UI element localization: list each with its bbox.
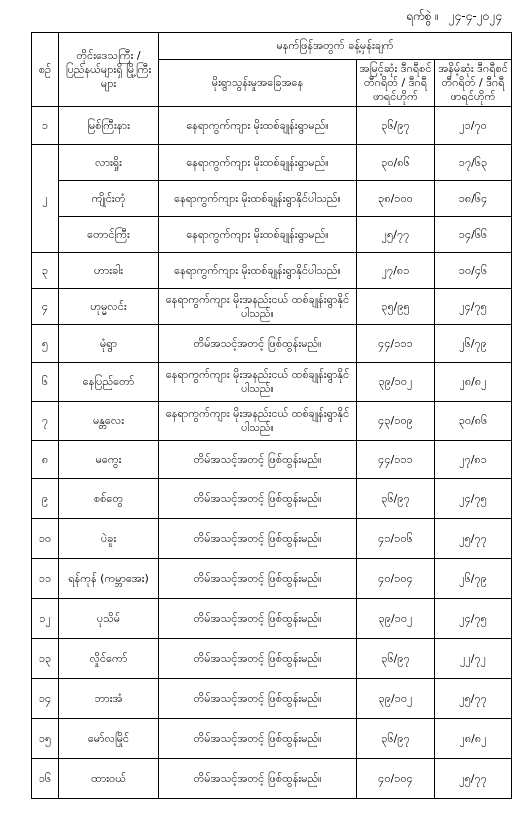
table-row xyxy=(32,145,512,181)
date-line xyxy=(400,8,502,26)
city-name: ဟုမ္မလင်း xyxy=(59,289,159,325)
low-temp: ၂၄/၇၅ xyxy=(435,599,512,639)
city-name: ပုသိမ် xyxy=(59,599,159,639)
row-number: ၁ xyxy=(32,107,59,145)
weather-condition: နေရာကွက်ကျား မိုးအနည်းငယ် ထစ်ချုန်းရွာနိုင်ပါသည်။ xyxy=(159,402,357,441)
city-name: လှိုင်ကော် xyxy=(59,639,159,679)
header-region: တိုင်းဒေသကြီး / ပြည်နယ်များရှိ မြို့ကြီးများ xyxy=(59,33,159,107)
low-temp: ၂၇/၈၁ xyxy=(435,441,512,479)
high-temp: ၄၄/၁၁၁ xyxy=(357,441,435,479)
high-temp: ၂၅/၇၇ xyxy=(357,217,435,253)
table-row xyxy=(32,289,512,325)
city-name: ဟားခါး xyxy=(59,253,159,289)
low-temp: ၂၈/၈၂ xyxy=(435,719,512,759)
low-temp: ၂၈/၈၂ xyxy=(435,363,512,402)
low-temp: ၂၄/၇၅ xyxy=(435,479,512,519)
high-temp: ၃၆/၉၇ xyxy=(357,107,435,145)
weather-condition: တိမ်အသင့်အတင့် ဖြစ်ထွန်းမည်။ xyxy=(159,639,357,679)
row-number: ၂ xyxy=(32,145,59,253)
city-name: နေပြည်တော် xyxy=(59,363,159,402)
high-temp: ၂၇/၈၁ xyxy=(357,253,435,289)
table-row xyxy=(32,479,512,519)
date-value: ၂၄-၄-၂၀၂၄ xyxy=(448,9,502,23)
table-row xyxy=(32,559,512,599)
row-number: ၁၃ xyxy=(32,639,59,679)
header-high-temp: အမြင့်ဆုံး ဒီဂရီစင်တီဂရိတ် / ဒီဂရီဖာရင်ဟိုက် xyxy=(357,60,435,107)
header-no: စဉ် xyxy=(32,33,59,107)
table-row xyxy=(32,181,512,217)
low-temp: ၂၆/၇၉ xyxy=(435,559,512,599)
high-temp: ၄၀/၁၀၄ xyxy=(357,759,435,799)
row-number: ၃ xyxy=(32,253,59,289)
weather-condition: တိမ်အသင့်အတင့် ဖြစ်ထွန်းမည်။ xyxy=(159,599,357,639)
city-name: မကွေး xyxy=(59,441,159,479)
high-temp: ၃၅/၉၅ xyxy=(357,289,435,325)
forecast-table xyxy=(31,32,512,799)
low-temp: ၁၀/၄၆ xyxy=(435,253,512,289)
city-name: လားရှိုး xyxy=(59,145,159,181)
table-row xyxy=(32,107,512,145)
high-temp: ၄၄/၁၁၁ xyxy=(357,325,435,363)
low-temp: ၁၇/၆၃ xyxy=(435,145,512,181)
table-row xyxy=(32,519,512,559)
weather-condition: နေရာကွက်ကျား မိုးထစ်ချုန်းရွာမည်။ xyxy=(159,217,357,253)
weather-condition: တိမ်အသင့်အတင့် ဖြစ်ထွန်းမည်။ xyxy=(159,759,357,799)
row-number: ၅ xyxy=(32,325,59,363)
weather-condition: တိမ်အသင့်အတင့် ဖြစ်ထွန်းမည်။ xyxy=(159,441,357,479)
table-row xyxy=(32,679,512,719)
city-name: ပဲခူး xyxy=(59,519,159,559)
row-number: ၁၄ xyxy=(32,679,59,719)
weather-condition: နေရာကွက်ကျား မိုးအနည်းငယ် ထစ်ချုန်းရွာနိုင်ပါသည်။ xyxy=(159,363,357,402)
table-row xyxy=(32,759,512,799)
high-temp: ၃၉/၁၀၂ xyxy=(357,679,435,719)
high-temp: ၃၉/၁၀၂ xyxy=(357,363,435,402)
low-temp: ၂၁/၇၀ xyxy=(435,107,512,145)
row-number: ၈ xyxy=(32,441,59,479)
table-row xyxy=(32,719,512,759)
weather-condition: တိမ်အသင့်အတင့် ဖြစ်ထွန်းမည်။ xyxy=(159,479,357,519)
weather-condition: တိမ်အသင့်အတင့် ဖြစ်ထွန်းမည်။ xyxy=(159,325,357,363)
table-row xyxy=(32,363,512,402)
weather-condition: နေရာကွက်ကျား မိုးအနည်းငယ် ထစ်ချုန်းရွာနိုင်ပါသည်။ xyxy=(159,289,357,325)
high-temp: ၃၈/၁၀၀ xyxy=(357,181,435,217)
city-name: တောင်ကြီး xyxy=(59,217,159,253)
header-condition: မိုးရွာသွန်းမှုအခြေအနေ xyxy=(159,60,357,107)
high-temp: ၃၉/၁၀၂ xyxy=(357,599,435,639)
city-name: မန္တလေး xyxy=(59,402,159,441)
city-name: မုံရွာ xyxy=(59,325,159,363)
row-number: ၄ xyxy=(32,289,59,325)
low-temp: ၁၈/၆၄ xyxy=(435,181,512,217)
low-temp: ၂၅/၇၇ xyxy=(435,519,512,559)
row-number: ၁၆ xyxy=(32,759,59,799)
city-name: ဘားအံ xyxy=(59,679,159,719)
weather-condition: တိမ်အသင့်အတင့် ဖြစ်ထွန်းမည်။ xyxy=(159,679,357,719)
high-temp: ၃၀/၈၆ xyxy=(357,145,435,181)
low-temp: ၂၆/၇၉ xyxy=(435,325,512,363)
low-temp: ၁၄/၆၆ xyxy=(435,217,512,253)
table-row xyxy=(32,599,512,639)
table-row xyxy=(32,253,512,289)
header-forecast-group: မနက်ဖြန်အတွက် ခန့်မှန်းချက် xyxy=(159,33,512,60)
row-number: ၁၅ xyxy=(32,719,59,759)
row-number: ၇ xyxy=(32,402,59,441)
city-name: ထားဝယ် xyxy=(59,759,159,799)
low-temp: ၂၅/၇၇ xyxy=(435,679,512,719)
forecast-rows xyxy=(32,107,512,799)
table-row xyxy=(32,217,512,253)
row-number: ၉ xyxy=(32,479,59,519)
weather-condition: နေရာကွက်ကျား မိုးထစ်ချုန်းရွာမည်။ xyxy=(159,145,357,181)
weather-condition: တိမ်အသင့်အတင့် ဖြစ်ထွန်းမည်။ xyxy=(159,559,357,599)
low-temp: ၂၅/၇၇ xyxy=(435,759,512,799)
weather-condition: တိမ်အသင့်အတင့် ဖြစ်ထွန်းမည်။ xyxy=(159,719,357,759)
low-temp: ၂၂/၇၂ xyxy=(435,639,512,679)
city-name: စစ်တွေ xyxy=(59,479,159,519)
date-label: ရက်စွဲ ။ xyxy=(405,9,439,23)
high-temp: ၃၆/၉၇ xyxy=(357,479,435,519)
row-number: ၁၂ xyxy=(32,599,59,639)
row-number: ၆ xyxy=(32,363,59,402)
city-name: ကျိုင်းတုံ xyxy=(59,181,159,217)
table-row xyxy=(32,441,512,479)
high-temp: ၃၆/၉၇ xyxy=(357,639,435,679)
high-temp: ၄၃/၁၀၉ xyxy=(357,402,435,441)
high-temp: ၃၆/၉၇ xyxy=(357,719,435,759)
header-low-temp: အနိမ့်ဆုံး ဒီဂရီစင်တီဂရိတ် / ဒီဂရီဖာရင်ဟိုက် xyxy=(435,60,512,107)
weather-condition: နေရာကွက်ကျား မိုးထစ်ချုန်းရွာနိုင်ပါသည်။ xyxy=(159,253,357,289)
table-row xyxy=(32,402,512,441)
city-name: ရန်ကုန် (ကမ္ဘာအေး) xyxy=(59,559,159,599)
high-temp: ၄၁/၁၀၆ xyxy=(357,519,435,559)
row-number: ၁၀ xyxy=(32,519,59,559)
table-row xyxy=(32,639,512,679)
table-row xyxy=(32,325,512,363)
weather-condition: တိမ်အသင့်အတင့် ဖြစ်ထွန်းမည်။ xyxy=(159,519,357,559)
city-name: မြစ်ကြီးနား xyxy=(59,107,159,145)
low-temp: ၂၄/၇၅ xyxy=(435,289,512,325)
high-temp: ၄၀/၁၀၄ xyxy=(357,559,435,599)
city-name: မော်လမြိုင် xyxy=(59,719,159,759)
weather-condition: နေရာကွက်ကျား မိုးထစ်ချုန်းရွာနိုင်ပါသည်။ xyxy=(159,181,357,217)
low-temp: ၃၀/၈၆ xyxy=(435,402,512,441)
weather-condition: နေရာကွက်ကျား မိုးထစ်ချုန်းရွာမည်။ xyxy=(159,107,357,145)
row-number: ၁၁ xyxy=(32,559,59,599)
